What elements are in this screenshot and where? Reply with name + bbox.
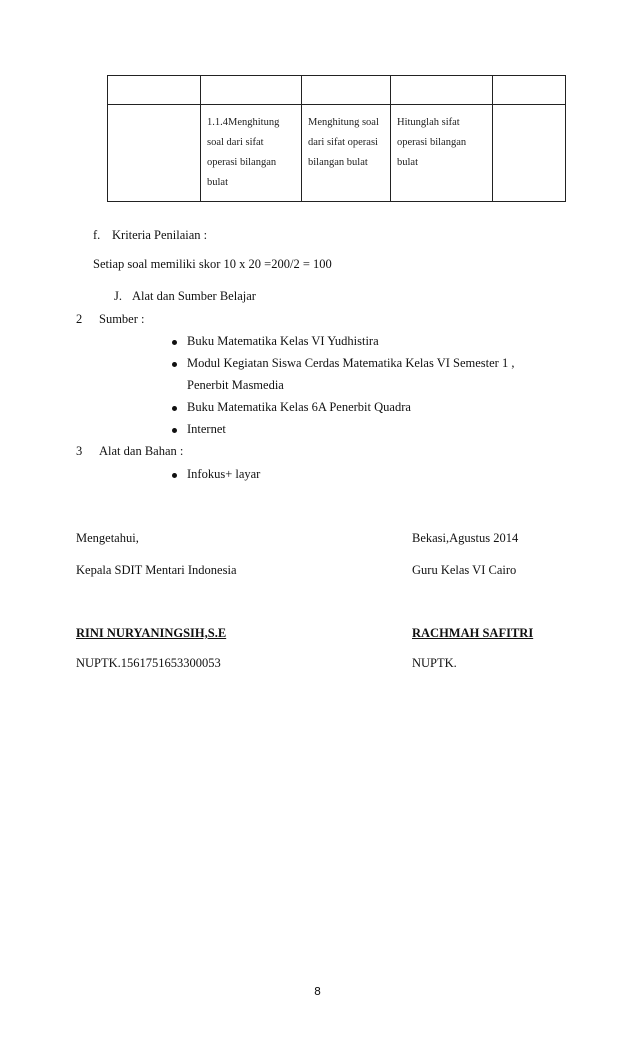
signature-right-name: RACHMAH SAFITRI	[412, 626, 534, 640]
list-item: Infokus+ layar	[187, 467, 261, 481]
signature-left-name: RINI NURYANINGSIH,S.E	[76, 626, 227, 640]
table-cell	[302, 76, 391, 105]
section-j-marker: J.	[114, 289, 122, 303]
table-cell-objective	[302, 105, 391, 202]
cell-line: soal dari sifat	[207, 137, 264, 148]
section-f-title: Kriteria Penilaian :	[112, 228, 208, 242]
table-row	[108, 76, 566, 105]
table-row	[108, 105, 566, 202]
item-2-label: Sumber :	[99, 312, 145, 326]
cell-line: bilangan bulat	[308, 157, 368, 168]
list-item: Modul Kegiatan Siswa Cerdas Matematika Kelas VI Semester 1 ,	[187, 356, 515, 370]
table-cell	[201, 76, 302, 105]
cell-line: bulat	[397, 157, 418, 168]
table-cell-indicator	[201, 105, 302, 202]
table-cell	[108, 76, 201, 105]
page-number: 8	[314, 985, 321, 998]
table-cell	[493, 76, 566, 105]
table-cell	[493, 105, 566, 202]
item-2-number: 2	[76, 312, 83, 326]
list-item: Buku Matematika Kelas 6A Penerbit Quadra	[187, 400, 411, 414]
section-f-marker: f.	[93, 228, 101, 242]
table-cell-question	[391, 105, 493, 202]
item-3-label: Alat dan Bahan :	[99, 444, 184, 458]
signature-right-id: NUPTK.	[412, 656, 457, 670]
list-item: Internet	[187, 422, 226, 436]
cell-line: operasi bilangan	[207, 157, 277, 168]
signature-left-id: NUPTK.1561751653300053	[76, 656, 221, 670]
signature-left-line2: Kepala SDIT Mentari Indonesia	[76, 563, 237, 577]
list-item: Buku Matematika Kelas VI Yudhistira	[187, 334, 379, 348]
signature-right-line2: Guru Kelas VI Cairo	[412, 563, 517, 577]
signature-right-line1: Bekasi,Agustus 2014	[412, 531, 519, 545]
cell-line: Hitunglah sifat	[397, 117, 460, 128]
cell-line: Menghitung soal	[308, 117, 379, 128]
section-f-text: Setiap soal memiliki skor 10 x 20 =200/2 = 100	[93, 257, 332, 271]
table-cell	[108, 105, 201, 202]
learning-indicator-table	[107, 75, 566, 202]
section-j-title: Alat dan Sumber Belajar	[132, 289, 256, 303]
list-item-continuation: Penerbit Masmedia	[187, 378, 284, 392]
cell-line: bulat	[207, 177, 228, 188]
table-cell	[391, 76, 493, 105]
cell-line: 1.1.4Menghitung	[207, 117, 280, 128]
item-3-number: 3	[76, 444, 83, 458]
signature-left-line1: Mengetahui,	[76, 531, 139, 545]
cell-line: dari sifat operasi	[308, 137, 378, 148]
cell-line: operasi bilangan	[397, 137, 467, 148]
